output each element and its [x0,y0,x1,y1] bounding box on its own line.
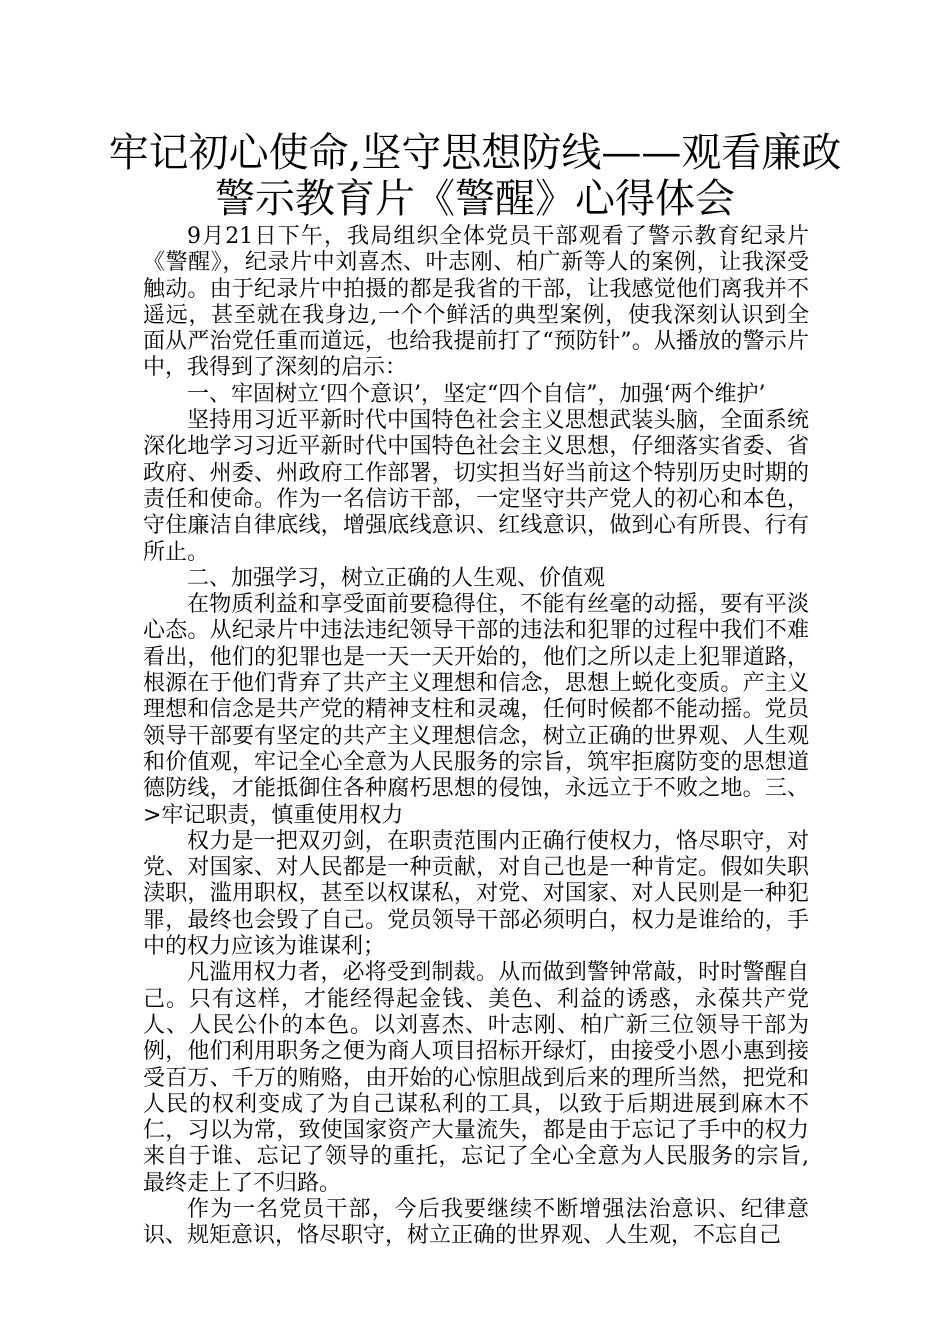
paragraph-conclusion: 作为一名党员干部，今后我要继续不断增强法治意识、纪律意识、规矩意识，恪尽职守，树立正确的世界观、人生观，不忘自己 [143,1196,809,1249]
document-title-line-1: 牢记初心使命,坚守思想防线——观看廉政 [108,130,842,176]
document-title-line-2: 警示教育片《警醒》心得体会 [215,176,735,222]
document-body [143,224,809,1250]
section-heading-1: 一、牢固树立‘四个意识’，坚定“四个自信”，加强‘两个维护’ [187,381,766,407]
paragraph-section-1: 坚持用习近平新时代中国特色社会主义思想武装头脑，全面系统深化地学习习近平新时代中国特色社会主义思想，仔细落实省委、省政府、州委、州政府工作部署，切实担当好当前这个特别历史时期的责任和使命。作为一名信访干部，一定坚守共产党人的初心和本色，守住廉洁自律底线，增强底线意识、红线意识，做到心有所畏、行有所止。 [143,408,809,565]
section-heading-2: 二、加强学习，树立正确的人生观、价值观 [187,565,606,591]
paragraph-section-2: 在物质利益和享受面前要稳得住，不能有丝毫的动摇，要有平淡心态。从纪录片中违法违纪领导干部的违法和犯罪的过程中我们不难看出，他们的犯罪也是一天一天开始的，他们之所以走上犯罪道路，根源在于他们背弃了共产主义理想和信念，思想上蜕化变质。产主义理想和信念是共产党的精神支柱和灵魂，任何时候都不能动摇。党员领导干部要有坚定的共产主义理想信念，树立正确的世界观、人生观和价值观，牢记全心全意为人民服务的宗旨，筑牢拒腐防变的思想道德防线，才能抵御住各种腐朽思想的侵蚀，永远立于不败之地。三、>牢记职责，慎重使用权力 [143,592,809,828]
paragraph-section-3: 权力是一把双刃剑，在职责范围内正确行使权力，恪尽职守，对党、对国家、对人民都是一种贡献，对自己也是一种肯定。假如失职渎职，滥用职权，甚至以权谋私，对党、对国家、对人民则是一种犯罪，最终也会毁了自己。党员领导干部必须明白，权力是谁给的，手中的权力应该为谁谋利； [143,828,809,960]
paragraph-intro: 9月21日下午，我局组织全体党员干部观看了警示教育纪录片《警醒》，纪录片中刘喜杰、叶志刚、柏广新等人的案例，让我深受触动。由于纪录片中拍摄的都是我省的干部，让我感觉他们离我并不遥远，甚至就在我身边,一个个鲜活的典型案例，使我深刻认识到全面从严治党任重而道远，也给我提前打了“预防针”。从播放的警示片中，我得到了深刻的启示： [143,224,809,381]
paragraph-section-3-continued: 凡滥用权力者，必将受到制裁。从而做到警钟常敲，时时警醒自己。只有这样，才能经得起金钱、美色、利益的诱惑，永葆共产党人、人民公仆的本色。以刘喜杰、叶志刚、柏广新三位领导干部为例，他们利用职务之便为商人项目招标开绿灯，由接受小恩小惠到接受百万、千万的贿赂，由开始的心惊胆战到后来的理所当然，把党和人民的权利变成了为自己谋私利的工具，以致于后期进展到麻木不仁，习以为常，致使国家资产大量流失，都是由于忘记了手中的权力来自于谁、忘记了领导的重托，忘记了全心全意为人民服务的宗旨,最终走上了不归路。 [143,960,809,1196]
